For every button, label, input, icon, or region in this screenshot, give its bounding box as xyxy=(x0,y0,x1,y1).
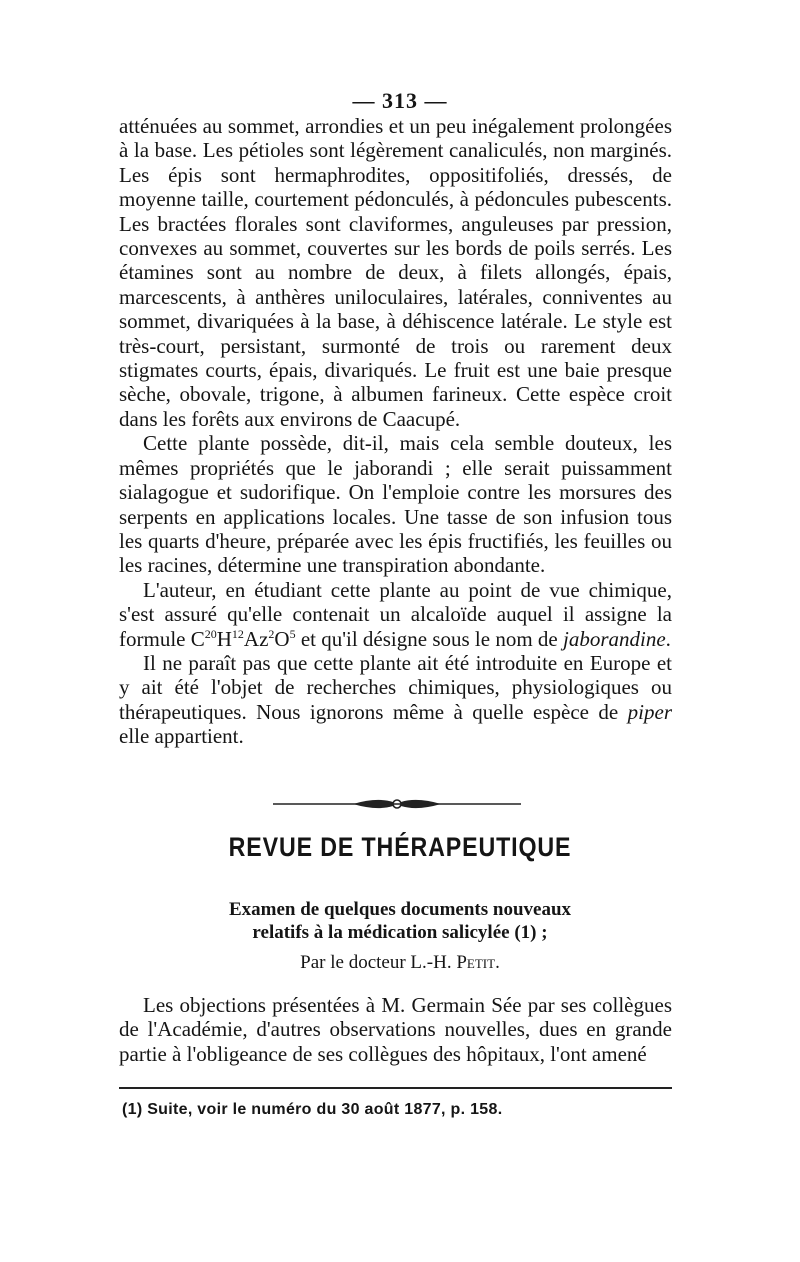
paragraph-properties: Cette plante possède, dit-il, mais cela semble douteux, les mêmes propriétés que le jaborandi ; elle serait puissamment sialagogue et sudorifique. On l'emploie contre les morsures des serpents en applications locales. Une tasse de son infusion tous les quarts d'heure, préparée avec les épis fructifiés, les feuilles ou les racines, détermine une transpiration abondante. xyxy=(119,431,672,578)
formula-az: Az xyxy=(243,626,269,651)
formula-sup-az: 2 xyxy=(268,626,275,641)
byline-prefix: Par le docteur L.-H. xyxy=(300,952,457,973)
article-title-line-1: Examen de quelques documents nouveaux xyxy=(228,899,572,920)
author-name: Petit xyxy=(456,952,496,973)
chemistry-text-end: . xyxy=(665,626,671,651)
byline-end: . xyxy=(495,952,500,973)
article-title-line-2: relatifs à la médication salicylée (1) ; xyxy=(252,922,548,943)
formula-sup-o: 5 xyxy=(289,626,296,641)
article-title xyxy=(0,898,800,944)
paragraph-europe xyxy=(119,651,672,749)
formula-sup-c: 20 xyxy=(204,626,217,641)
paragraph-chemistry xyxy=(119,578,672,651)
paragraph-continuation: atténuées au sommet, arrondies et un peu inégalement prolongées à la base. Les pétioles sont légèrement canaliculés, non marginés. Les épis sont hermaphrodites, oppositifoliés, dressés, de moyenne taille, courtement pédonculés, à pédoncules pubescents. Les bractées florales sont claviformes, anguleuses par pression, convexes au sommet, couvertes sur les bords de poils serrés. Les étamines sont au nombre de deux, à filets allongés, épais, marcescents, à anthères uniloculaires, latérales, conniventes au sommet, divariquées à la base, à déhiscence latérale. Le style est très-court, persistant, surmonté de trois ou rarement deux stigmates courts, épais, divariqués. Le fruit est une baie presque sèche, obovale, trigone, à albumen farineux. Cette espèce croit dans les forêts aux environs de Caacupé. xyxy=(119,114,672,431)
chemistry-text-e: et qu'il désigne sous le nom de xyxy=(295,626,563,651)
formula-sup-h: 12 xyxy=(231,626,244,641)
chemistry-text-a: L'auteur, en étudiant cette plante au point de vue chimique, s'est assuré qu'elle contenait un alcaloïde auquel il assigne la formule C xyxy=(119,577,672,651)
formula-o: O xyxy=(274,626,290,651)
section-title: REVUE DE THÉRAPEUTIQUE xyxy=(228,832,572,862)
ornament-divider xyxy=(273,793,521,815)
article-lead-paragraph: Les objections présentées à M. Germain Sée par ses collègues de l'Académie, d'autres observations nouvelles, dues en grande partie à l'obligeance de ses collègues des hôpitaux, l'ont amené xyxy=(119,993,672,1066)
footnote: (1) Suite, voir le numéro du 30 août 1877, p. 158. xyxy=(122,1101,503,1118)
footnote-rule xyxy=(119,1087,672,1089)
body-text xyxy=(119,114,672,749)
piper-term: piper xyxy=(627,699,672,724)
europe-text-a: Il ne paraît pas que cette plante ait été introduite en Europe et y ait été l'objet de recherches chimiques, physiologiques ou thérapeutiques. Nous ignorons même à quelle espèce de xyxy=(119,650,672,724)
byline xyxy=(0,952,800,974)
europe-text-b: elle appartient. xyxy=(119,724,244,749)
formula-h: H xyxy=(216,626,232,651)
page-number: — 313 — xyxy=(352,88,448,113)
jaborandine-term: jaborandine xyxy=(563,626,666,651)
